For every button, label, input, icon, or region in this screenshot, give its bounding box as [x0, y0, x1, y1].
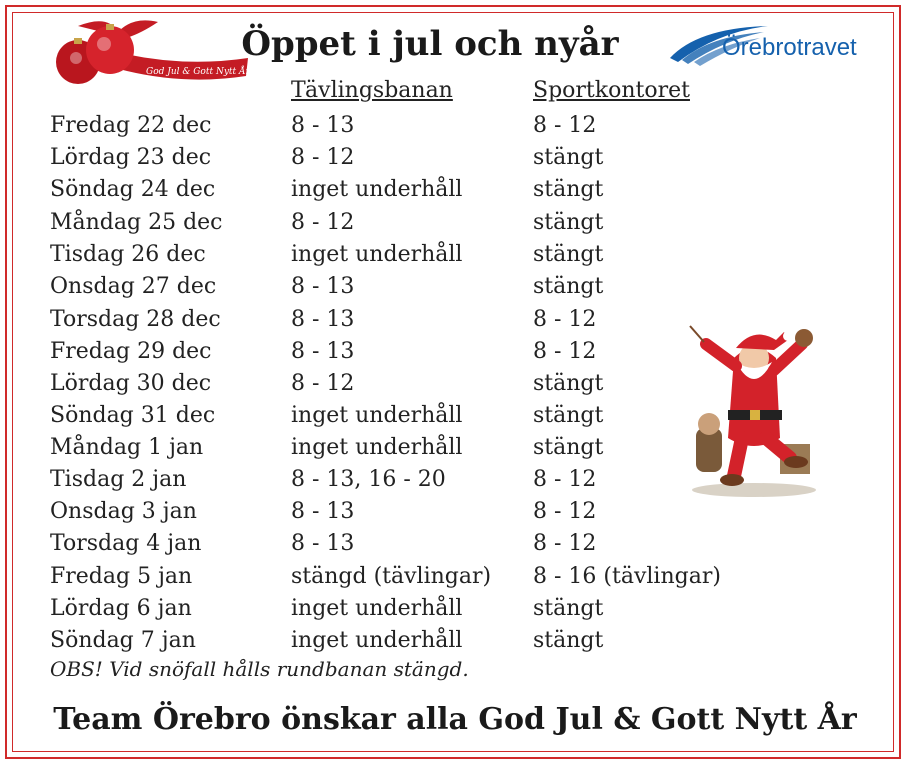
row-office-hours: stängt: [533, 274, 604, 299]
page-title: Öppet i jul och nyår: [241, 24, 619, 64]
table-row: [0, 271, 910, 303]
table-row: [0, 239, 910, 271]
table-row: [0, 561, 910, 593]
row-track-hours: 8 - 13: [291, 274, 355, 299]
row-office-hours: stängt: [533, 210, 604, 235]
row-day: Söndag 7 jan: [50, 628, 196, 653]
row-day: Måndag 25 dec: [50, 210, 223, 235]
column-header-track: Tävlingsbanan: [291, 78, 453, 103]
row-office-hours: stängt: [533, 371, 604, 396]
row-day: Tisdag 26 dec: [50, 242, 206, 267]
row-track-hours: 8 - 12: [291, 371, 355, 396]
row-office-hours: 8 - 12: [533, 531, 597, 556]
row-track-hours: stängd (tävlingar): [291, 564, 492, 589]
row-track-hours: inget underhåll: [291, 596, 463, 621]
row-day: Söndag 31 dec: [50, 403, 216, 428]
row-track-hours: inget underhåll: [291, 177, 463, 202]
row-day: Lördag 23 dec: [50, 145, 212, 170]
table-row: [0, 528, 910, 560]
footer-greeting: Team Örebro önskar alla God Jul & Gott Nytt År: [53, 702, 857, 737]
row-day: Tisdag 2 jan: [50, 467, 187, 492]
row-day: Fredag 22 dec: [50, 113, 212, 138]
row-track-hours: 8 - 12: [291, 210, 355, 235]
table-row: [0, 207, 910, 239]
table-row: [0, 625, 910, 657]
snowfall-note: OBS! Vid snöfall hålls rundbanan stängd.: [50, 657, 469, 681]
table-row: [0, 174, 910, 206]
row-office-hours: stängt: [533, 596, 604, 621]
row-office-hours: stängt: [533, 145, 604, 170]
row-office-hours: 8 - 12: [533, 307, 597, 332]
row-day: Fredag 5 jan: [50, 564, 193, 589]
row-track-hours: 8 - 13: [291, 531, 355, 556]
row-track-hours: 8 - 13: [291, 339, 355, 364]
row-day: Onsdag 27 dec: [50, 274, 217, 299]
row-office-hours: stängt: [533, 628, 604, 653]
row-office-hours: 8 - 12: [533, 113, 597, 138]
row-office-hours: stängt: [533, 177, 604, 202]
santa-claus-illustration: [684, 318, 824, 498]
table-row: [0, 142, 910, 174]
row-track-hours: inget underhåll: [291, 242, 463, 267]
table-row: [0, 593, 910, 625]
row-track-hours: 8 - 13: [291, 113, 355, 138]
row-office-hours: 8 - 16 (tävlingar): [533, 564, 721, 589]
row-office-hours: 8 - 12: [533, 339, 597, 364]
row-office-hours: 8 - 12: [533, 499, 597, 524]
row-office-hours: 8 - 12: [533, 467, 597, 492]
table-row: [0, 496, 910, 528]
brand-name: Örebrotravet: [722, 34, 857, 61]
row-day: Måndag 1 jan: [50, 435, 204, 460]
ornament-text: God Jul & Gott Nytt År: [146, 67, 250, 77]
row-office-hours: stängt: [533, 435, 604, 460]
table-row: [0, 110, 910, 142]
row-day: Fredag 29 dec: [50, 339, 212, 364]
row-track-hours: inget underhåll: [291, 403, 463, 428]
row-track-hours: 8 - 13: [291, 307, 355, 332]
row-day: Torsdag 28 dec: [50, 307, 221, 332]
row-track-hours: inget underhåll: [291, 435, 463, 460]
row-day: Onsdag 3 jan: [50, 499, 197, 524]
row-day: Söndag 24 dec: [50, 177, 216, 202]
column-header-office: Sportkontoret: [533, 78, 690, 103]
row-office-hours: stängt: [533, 403, 604, 428]
row-day: Torsdag 4 jan: [50, 531, 202, 556]
row-track-hours: 8 - 12: [291, 145, 355, 170]
row-track-hours: 8 - 13: [291, 499, 355, 524]
row-office-hours: stängt: [533, 242, 604, 267]
row-track-hours: inget underhåll: [291, 628, 463, 653]
row-track-hours: 8 - 13, 16 - 20: [291, 467, 446, 492]
row-day: Lördag 30 dec: [50, 371, 212, 396]
row-day: Lördag 6 jan: [50, 596, 192, 621]
